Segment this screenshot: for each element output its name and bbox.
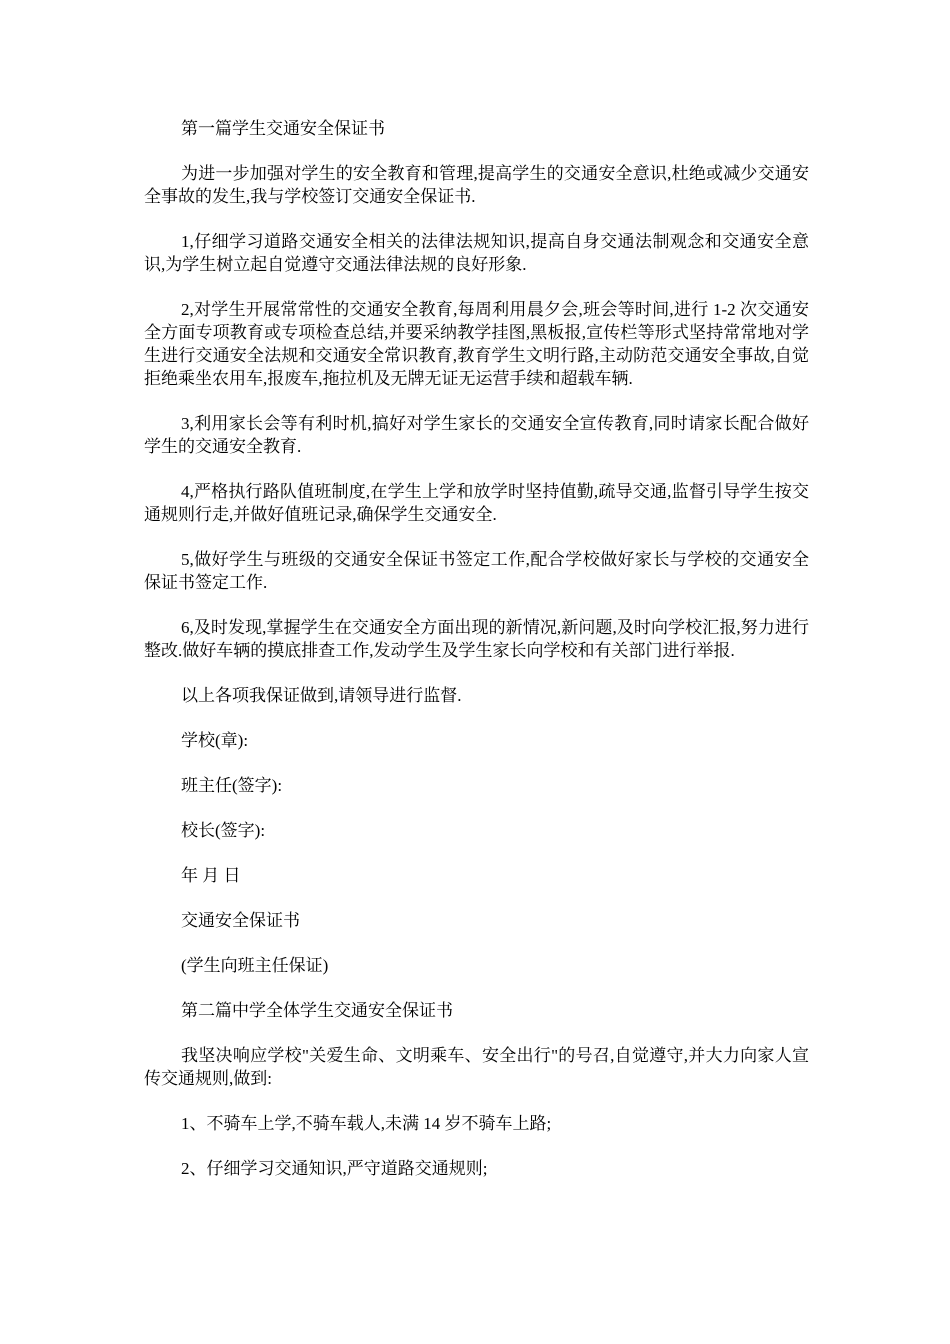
clause-5: 5,做好学生与班级的交通安全保证书签定工作,配合学校做好家长与学校的交通安全保证书签定工作. [144, 550, 809, 592]
clause-1: 1,仔细学习道路交通安全相关的法律法规知识,提高自身交通法制观念和交通安全意识,为学生树立起自觉遵守交通法律法规的良好形象. [144, 232, 809, 274]
subtitle-student-to-teacher: (学生向班主任保证) [181, 956, 329, 975]
intro-paragraph: 为进一步加强对学生的安全教育和管理,提高学生的交通安全意识,杜绝或减少交通安全事故的发生,我与学校签订交通安全保证书. [144, 164, 809, 206]
part-two-item-1: 1、不骑车上学,不骑车载人,未满 14 岁不骑车上路; [181, 1114, 552, 1133]
school-seal-line: 学校(章): [181, 731, 249, 750]
principal-signature-line: 校长(签字): [181, 821, 266, 840]
part-two-intro: 我坚决响应学校"关爱生命、文明乘车、安全出行"的号召,自觉遵守,并大力向家人宣传交通规则,做到: [144, 1046, 809, 1088]
clause-2: 2,对学生开展常常性的交通安全教育,每周利用晨夕会,班会等时间,进行 1-2 次交通安全方面专项教育或专项检查总结,并要采纳教学挂图,黑板报,宣传栏等形式坚持常常地对学生进行交通安全法规和交通安全常识教育,教育学生文明行路,主动防范交通安全事故,自觉拒绝乘坐农用车,报废车,拖拉机及无牌无证无运营手续和超载车辆. [144, 300, 809, 388]
clause-4: 4,严格执行路队值班制度,在学生上学和放学时坚持值勤,疏导交通,监督引导学生按交通规则行走,并做好值班记录,确保学生交通安全. [144, 482, 809, 524]
part-two-item-2: 2、仔细学习交通知识,严守道路交通规则; [181, 1159, 488, 1178]
document-body [144, 117, 809, 1202]
heading-part-one: 第一篇学生交通安全保证书 [181, 119, 385, 138]
teacher-signature-line: 班主任(签字): [181, 776, 283, 795]
date-line: 年 月 日 [181, 866, 241, 885]
clause-6: 6,及时发现,掌握学生在交通安全方面出现的新情况,新问题,及时向学校汇报,努力进行整改.做好车辆的摸底排查工作,发动学生及学生家长向学校和有关部门进行举报. [144, 618, 809, 660]
heading-part-two: 第二篇中学全体学生交通安全保证书 [181, 1001, 453, 1020]
pledge-statement: 以上各项我保证做到,请领导进行监督. [181, 686, 462, 705]
subtitle-traffic-pledge: 交通安全保证书 [181, 911, 300, 930]
clause-3: 3,利用家长会等有利时机,搞好对学生家长的交通安全宣传教育,同时请家长配合做好学生的交通安全教育. [144, 414, 809, 456]
